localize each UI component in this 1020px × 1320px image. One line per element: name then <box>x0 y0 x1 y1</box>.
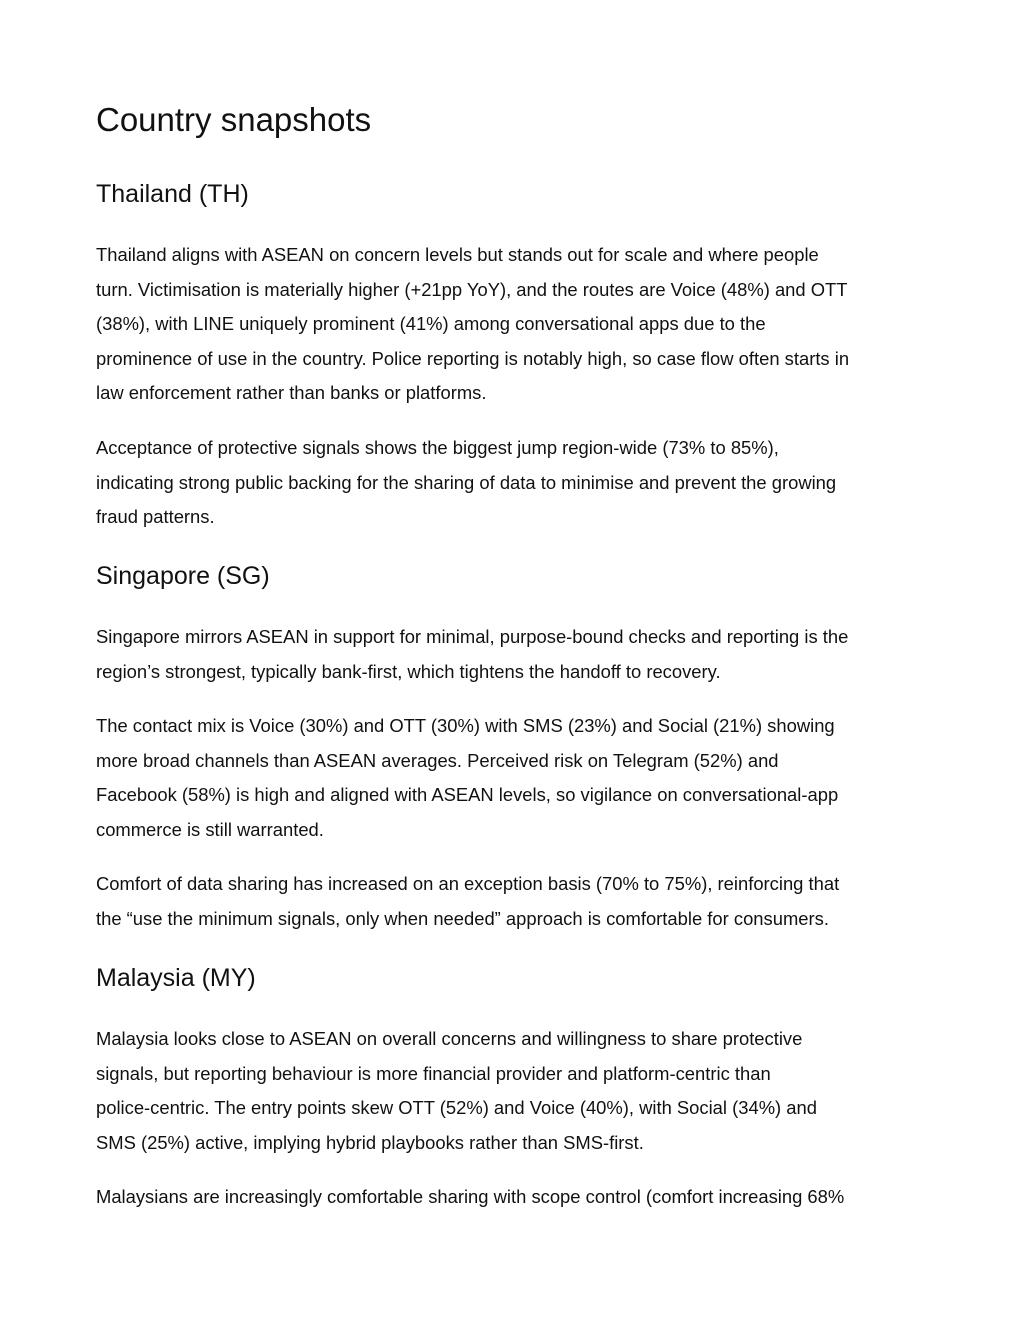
text-line: indicating strong public backing for the sharing of data to minimise and prevent the growing <box>96 471 837 493</box>
text-line: law enforcement rather than banks or platforms. <box>96 382 487 403</box>
text-line: commerce is still warranted. <box>96 818 324 840</box>
text-line: The contact mix is Voice (30%) and OTT (30%) with SMS (23%) and Social (21%) showing <box>96 715 835 736</box>
section-heading-malaysia: Malaysia (MY) <box>96 964 256 992</box>
singapore-paragraph-3 <box>96 867 926 936</box>
text-line: Facebook (58%) is high and aligned with ASEAN levels, so vigilance on conversational-app <box>96 784 839 805</box>
text-line: police-centric. The entry points skew OTT (52%) and Voice (40%), with Social (34%) and <box>96 1097 817 1118</box>
section-heading-thailand: Thailand (TH) <box>96 180 249 208</box>
text-line: fraud patterns. <box>96 506 215 527</box>
text-line: SMS (25%) active, implying hybrid playbooks rather than SMS-first. <box>96 1131 644 1153</box>
thailand-paragraph-1 <box>96 238 926 411</box>
text-line: Acceptance of protective signals shows the biggest jump region-wide (73% to 85%), <box>96 437 779 458</box>
singapore-paragraph-2 <box>96 709 926 847</box>
text-line: Singapore mirrors ASEAN in support for minimal, purpose-bound checks and reporting is the <box>96 626 849 647</box>
text-line: the “use the minimum signals, only when needed” approach is comfortable for consumers. <box>96 907 829 929</box>
thailand-paragraph-2 <box>96 431 926 535</box>
text-line: (38%), with LINE uniquely prominent (41%) among conversational apps due to the <box>96 313 766 334</box>
text-line: signals, but reporting behaviour is more financial provider and platform-centric than <box>96 1062 771 1084</box>
text-line: more broad channels than ASEAN averages. Perceived risk on Telegram (52%) and <box>96 749 779 771</box>
text-line: turn. Victimisation is materially higher (+21pp YoY), and the routes are Voice (48%) and OTT <box>96 278 848 300</box>
text-line: prominence of use in the country. Police reporting is notably high, so case flow often starts in <box>96 347 850 369</box>
malaysia-paragraph-1 <box>96 1022 926 1160</box>
text-line: Thailand aligns with ASEAN on concern levels but stands out for scale and where people <box>96 244 819 265</box>
singapore-paragraph-1 <box>96 620 926 689</box>
text-line: Comfort of data sharing has increased on an exception basis (70% to 75%), reinforcing that <box>96 873 840 894</box>
malaysia-paragraph-2 <box>96 1180 926 1215</box>
text-line: region’s strongest, typically bank-first, which tightens the handoff to recovery. <box>96 660 721 682</box>
text-line: Malaysians are increasingly comfortable sharing with scope control (comfort increasing 68% <box>96 1186 845 1207</box>
page-title: Country snapshots <box>96 101 372 138</box>
section-heading-singapore: Singapore (SG) <box>96 562 270 590</box>
text-line: Malaysia looks close to ASEAN on overall concerns and willingness to share protective <box>96 1028 803 1049</box>
